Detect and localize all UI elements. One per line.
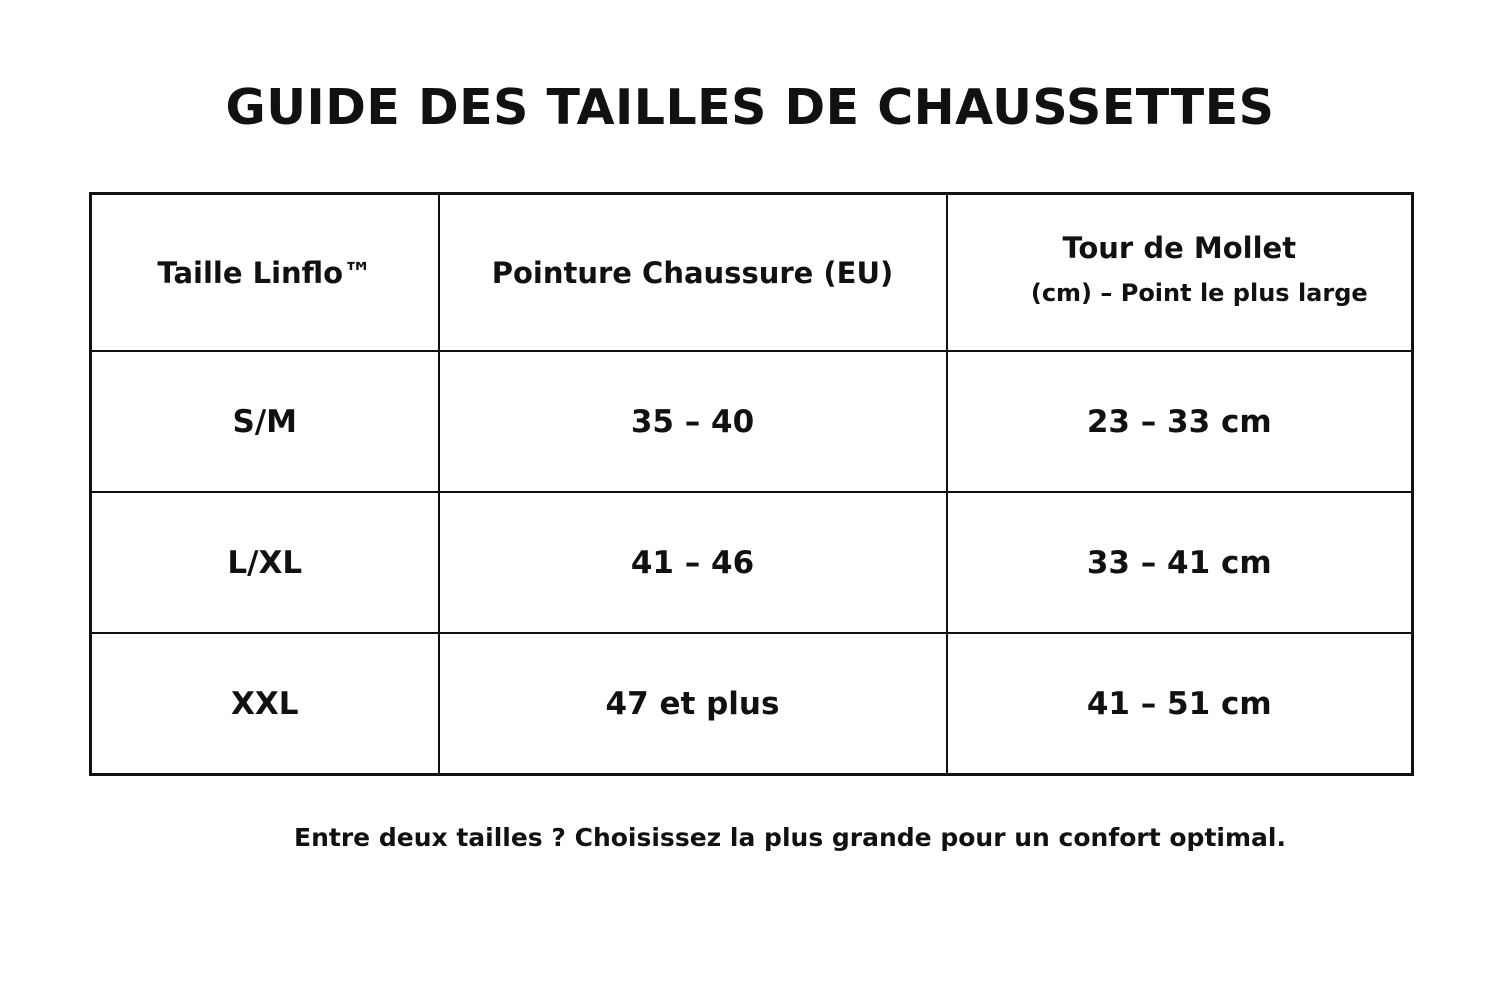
table-row: [91, 351, 1413, 492]
sizing-note: Entre deux tailles ? Choisissez la plus grande pour un confort optimal.: [294, 823, 1286, 852]
header-calf-sub: (cm) – Point le plus large: [1030, 278, 1368, 307]
cell-size: XXL: [91, 633, 439, 775]
cell-calf: 41 – 51 cm: [947, 633, 1413, 775]
cell-calf: 23 – 33 cm: [947, 351, 1413, 492]
page-title: GUIDE DES TAILLES DE CHAUSSETTES: [225, 79, 1275, 136]
cell-shoe-size: 41 – 46: [439, 492, 947, 633]
header-calf: [947, 194, 1413, 352]
size-table: [89, 192, 1414, 776]
cell-shoe-size: 47 et plus: [439, 633, 947, 775]
header-shoe-size: Pointure Chaussure (EU): [439, 194, 947, 352]
cell-size: L/XL: [91, 492, 439, 633]
table-header-row: [91, 194, 1413, 352]
table-row: [91, 492, 1413, 633]
cell-calf: 33 – 41 cm: [947, 492, 1413, 633]
header-size: Taille Linflo™: [91, 194, 439, 352]
table-row: [91, 633, 1413, 775]
cell-size: S/M: [91, 351, 439, 492]
header-calf-main: Tour de Mollet: [1062, 230, 1297, 265]
cell-shoe-size: 35 – 40: [439, 351, 947, 492]
